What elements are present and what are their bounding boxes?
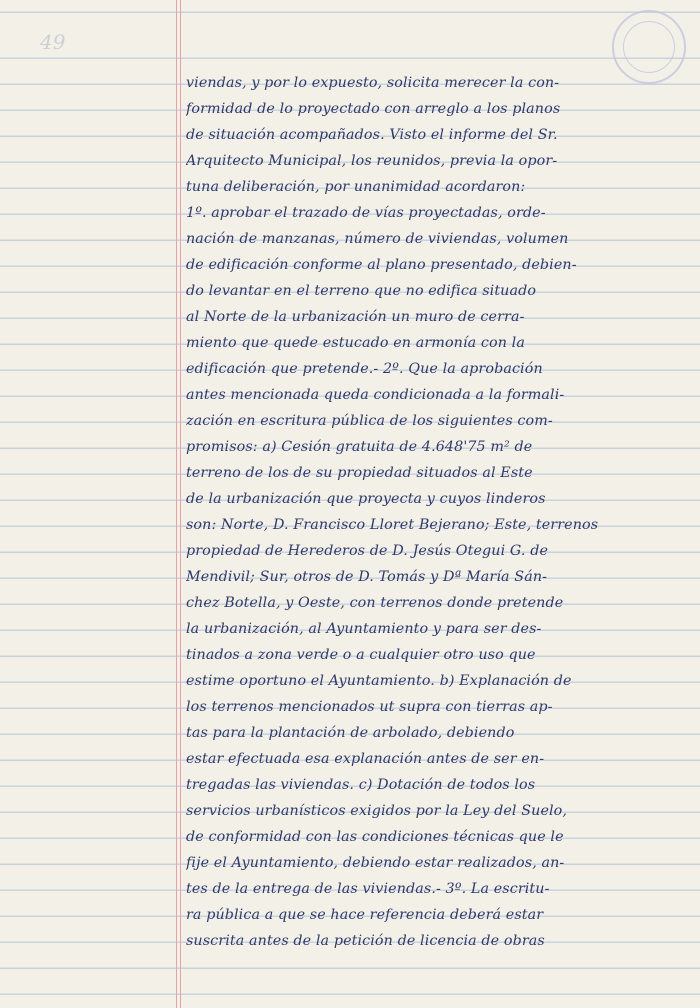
text-line: antes mencionada queda condicionada a la formali- xyxy=(186,387,565,403)
text-line: formidad de lo proyectado con arreglo a los planos xyxy=(186,101,561,117)
text-line: servicios urbanísticos exigidos por la Ley del Suelo, xyxy=(186,803,568,819)
text-line: Arquitecto Municipal, los reunidos, previa la opor- xyxy=(186,153,558,169)
text-line: do levantar en el terreno que no edifica situado xyxy=(186,283,537,299)
text-line: de edificación conforme al plano presentado, debien- xyxy=(186,257,577,273)
page-number: 49 xyxy=(40,30,66,54)
text-line: tinados a zona verde o a cualquier otro uso que xyxy=(186,647,536,663)
text-line: terreno de los de su propiedad situados al Este xyxy=(186,465,533,481)
text-line: de conformidad con las condiciones técnicas que le xyxy=(186,829,564,845)
text-line: promisos: a) Cesión gratuita de 4.648'75 m² de xyxy=(186,439,533,455)
margin-rule xyxy=(180,0,181,1008)
text-line: tas para la plantación de arbolado, debiendo xyxy=(186,725,515,741)
text-line: chez Botella, y Oeste, con terrenos donde pretende xyxy=(186,595,564,611)
text-line: al Norte de la urbanización un muro de cerra- xyxy=(186,309,525,325)
text-line: de la urbanización que proyecta y cuyos linderos xyxy=(186,491,546,507)
text-line: son: Norte, D. Francisco Lloret Bejerano; Este, terrenos xyxy=(186,517,599,533)
text-line: Mendivil; Sur, otros de D. Tomás y Dª María Sán- xyxy=(186,569,548,585)
text-line: tes de la entrega de las viviendas.- 3º. La escritu- xyxy=(186,881,550,897)
text-line: tuna deliberación, por unanimidad acordaron: xyxy=(186,179,526,195)
text-line: suscrita antes de la petición de licencia de obras xyxy=(186,933,545,949)
text-line: de situación acompañados. Visto el informe del Sr. xyxy=(186,127,558,143)
margin-rule xyxy=(176,0,177,1008)
text-line: la urbanización, al Ayuntamiento y para ser des- xyxy=(186,621,542,637)
text-line: propiedad de Herederos de D. Jesús Otegui G. de xyxy=(186,543,549,559)
text-line: zación en escritura pública de los siguientes com- xyxy=(186,413,553,429)
text-line: los terrenos mencionados ut supra con tierras ap- xyxy=(186,699,553,715)
text-line: fije el Ayuntamiento, debiendo estar realizados, an- xyxy=(186,855,565,871)
text-line: ra pública a que se hace referencia deberá estar xyxy=(186,907,544,923)
text-line: edificación que pretende.- 2º. Que la aprobación xyxy=(186,361,543,377)
text-line: nación de manzanas, número de viviendas, volumen xyxy=(186,231,569,247)
text-line: miento que quede estucado en armonía con la xyxy=(186,335,525,351)
text-line: 1º. aprobar el trazado de vías proyectadas, orde- xyxy=(186,205,546,221)
text-line: viendas, y por lo expuesto, solicita merecer la con- xyxy=(186,75,560,91)
text-line: tregadas las viviendas. c) Dotación de todos los xyxy=(186,777,536,793)
text-line: estar efectuada esa explanación antes de ser en- xyxy=(186,751,545,767)
handwritten-body xyxy=(186,70,684,954)
text-line: estime oportuno el Ayuntamiento. b) Explanación de xyxy=(186,673,572,689)
